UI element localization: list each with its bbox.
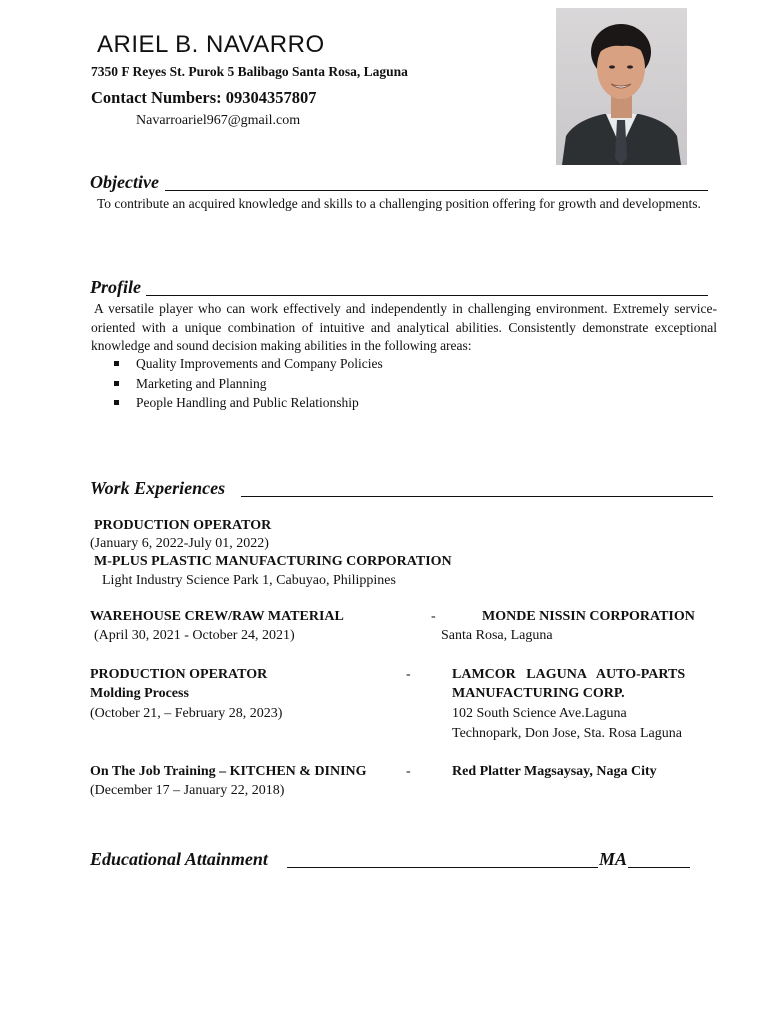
job2-location: Santa Rosa, Laguna — [441, 628, 553, 643]
job4-dates: (December 17 – January 22, 2018) — [90, 783, 285, 798]
bullet-icon — [114, 400, 119, 405]
education-rule — [287, 867, 598, 868]
contact-numbers: Contact Numbers: 09304357807 — [91, 88, 317, 107]
profile-areas-list — [112, 354, 383, 413]
job3-dash: - — [406, 667, 411, 682]
job3-title: PRODUCTION OPERATOR — [90, 667, 268, 682]
education-degree: MA — [599, 849, 628, 869]
job4-title: On The Job Training – KITCHEN & DINING — [90, 764, 367, 779]
profile-rule — [146, 295, 708, 296]
job2-dates: (April 30, 2021 - October 24, 2021) — [94, 628, 295, 643]
bullet-icon — [114, 381, 119, 386]
work-heading: Work Experiences — [90, 478, 226, 498]
job1-dates: (January 6, 2022-July 01, 2022) — [90, 536, 269, 551]
bullet-icon — [114, 361, 119, 366]
job2-title: WAREHOUSE CREW/RAW MATERIAL — [90, 609, 344, 624]
education-rule-end — [628, 867, 690, 868]
address: 7350 F Reyes St. Purok 5 Balibago Santa Rosa, Laguna — [91, 64, 408, 79]
job3-company-line2: MANUFACTURING CORP. — [452, 686, 625, 701]
job1-title: PRODUCTION OPERATOR — [94, 518, 272, 533]
job3-company-line1: LAMCOR LAGUNA AUTO-PARTS — [452, 667, 686, 682]
job2-dash: - — [431, 609, 436, 624]
list-item: Marketing and Planning — [112, 374, 383, 394]
work-rule — [241, 496, 713, 497]
job3-location-line2: Technopark, Don Jose, Sta. Rosa Laguna — [452, 726, 682, 741]
job1-location: Light Industry Science Park 1, Cabuyao, Philippines — [102, 573, 396, 588]
list-item: People Handling and Public Relationship — [112, 393, 383, 413]
job4-dash: - — [406, 764, 411, 779]
list-item: Quality Improvements and Company Policies — [112, 354, 383, 374]
job3-subtitle: Molding Process — [90, 686, 189, 701]
objective-text: To contribute an acquired knowledge and skills to a challenging position offering for growth and developments. — [97, 196, 701, 211]
job1-company: M-PLUS PLASTIC MANUFACTURING CORPORATION — [94, 554, 452, 569]
job4-company: Red Platter Magsaysay, Naga City — [452, 764, 657, 779]
education-heading: Educational Attainment — [90, 849, 268, 869]
objective-rule — [165, 190, 708, 191]
objective-heading: Objective — [90, 172, 159, 192]
email: Navarroariel967@gmail.com — [136, 113, 301, 128]
profile-text: A versatile player who can work effectively and independently in challenging environment. Extremely service-oriented with a unique combination of intuitive and analytical abilities. Consistently demonstrate exceptional knowledge and sound decision making abilities in the following areas: — [91, 301, 717, 353]
portrait-photo — [556, 8, 687, 165]
applicant-name: ARIEL B. NAVARRO — [97, 31, 325, 58]
job3-dates: (October 21, – February 28, 2023) — [90, 706, 283, 721]
job3-location-line1: 102 South Science Ave.Laguna — [452, 706, 627, 721]
profile-heading: Profile — [90, 277, 141, 297]
job2-company: MONDE NISSIN CORPORATION — [482, 609, 695, 624]
